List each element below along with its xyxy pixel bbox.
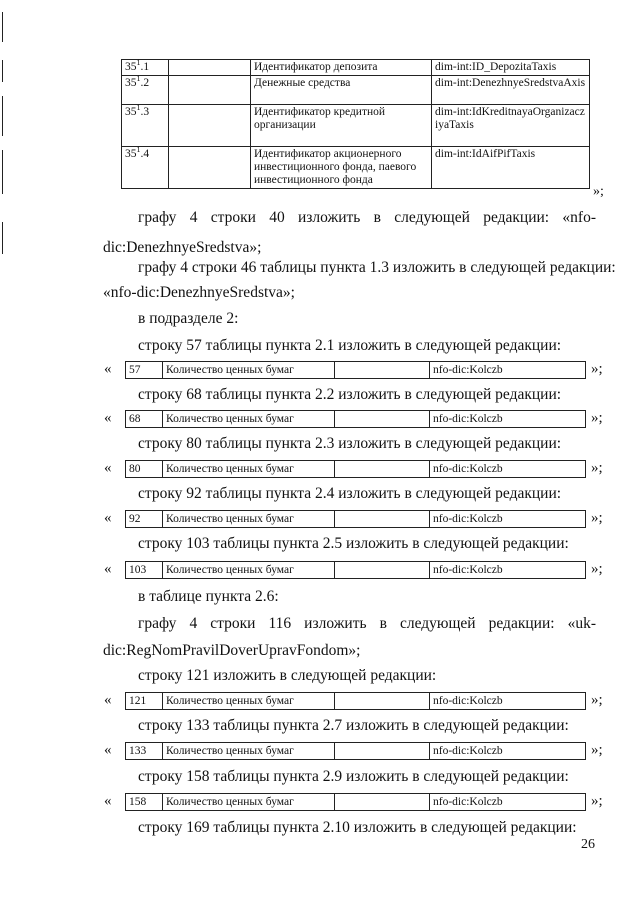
open-quote: « [104, 410, 112, 426]
closing-quote: »; [591, 460, 603, 476]
closing-quote: »; [591, 793, 603, 809]
closing-quote: »; [591, 692, 603, 708]
replacement-row [104, 510, 614, 530]
paragraph-line: строку 68 таблицы пункта 2.2 изложить в следующей редакции: [138, 386, 562, 403]
paragraph-line: строку 169 таблицы пункта 2.10 изложить в следующей редакции: [138, 819, 577, 836]
open-quote: « [104, 561, 112, 577]
row-table [125, 510, 586, 528]
replacement-row [104, 410, 614, 430]
paragraph-line: строку 133 таблицы пункта 2.7 изложить в следующей редакции: [138, 717, 569, 734]
paragraph-line: в подразделе 2: [138, 310, 239, 327]
replacement-row [104, 460, 614, 480]
paragraph-line: dic:RegNomPravilDoverUpravFondom»; [103, 642, 361, 659]
table-row: 133 Количество ценных бумаг nfo-dic:Kolczb [126, 743, 586, 760]
replacement-row [104, 742, 614, 762]
paragraph-line: «nfo-dic:DenezhnyeSredstva»; [103, 284, 295, 301]
table-row: 158 Количество ценных бумаг nfo-dic:Kolczb [126, 794, 586, 811]
row-table [125, 793, 586, 811]
table-row: $35^1.4$ Идентификатор акционерного инвестиционного фонда, паевого инвестиционного фонда dim-int:IdAifPifTaxis [122, 147, 590, 189]
row-table [125, 410, 586, 428]
open-quote: « [104, 510, 112, 526]
paragraph-line: графу 4 строки 116 изложить в следующей редакции: «uk- [138, 615, 596, 632]
replacement-row [104, 361, 614, 381]
closing-quote: »; [591, 510, 603, 526]
table-row: $35^1.2$ Денежные средства dim-int:DenezhnyeSredstvaAxis [122, 76, 590, 105]
paragraph-line: строку 57 таблицы пункта 2.1 изложить в следующей редакции: [138, 337, 562, 354]
margin-scan-line [2, 60, 3, 82]
replacement-row [104, 793, 614, 813]
open-quote: « [104, 742, 112, 758]
closing-quote: »; [591, 742, 603, 758]
margin-scan-line [2, 12, 3, 42]
closing-quote: »; [591, 561, 603, 577]
paragraph-line: строку 158 таблицы пункта 2.9 изложить в следующей редакции: [138, 768, 569, 785]
page-number: 26 [581, 837, 595, 852]
closing-quote: »; [591, 361, 603, 377]
replacement-row [104, 692, 614, 712]
paragraph-line: dic:DenezhnyeSredstva»; [103, 239, 262, 256]
table-row: 103 Количество ценных бумаг nfo-dic:Kolczb [126, 562, 586, 579]
row-table [125, 361, 586, 379]
row-table [125, 460, 586, 478]
top-table [121, 59, 590, 189]
paragraph-line: строку 103 таблицы пункта 2.5 изложить в следующей редакции: [138, 535, 569, 552]
paragraph-line: графу 4 строки 46 таблицы пункта 1.3 изложить в следующей редакции: [138, 259, 616, 276]
paragraph-line: строку 92 таблицы пункта 2.4 изложить в следующей редакции: [138, 485, 562, 502]
open-quote: « [104, 692, 112, 708]
row-table [125, 692, 586, 710]
row-table [125, 742, 586, 760]
table-row: 121 Количество ценных бумаг nfo-dic:Kolczb [126, 693, 586, 710]
open-quote: « [104, 361, 112, 377]
replacement-row [104, 561, 614, 581]
paragraph-line: строку 121 изложить в следующей редакции: [138, 667, 437, 684]
margin-scan-line [2, 222, 3, 254]
open-quote: « [104, 793, 112, 809]
paragraph-line: в таблице пункта 2.6: [138, 588, 279, 605]
closing-quote: »; [593, 184, 604, 199]
closing-quote: »; [591, 410, 603, 426]
paragraph-line: строку 80 таблицы пункта 2.3 изложить в следующей редакции: [138, 435, 562, 452]
open-quote: « [104, 460, 112, 476]
table-row: 80 Количество ценных бумаг nfo-dic:Kolczb [126, 461, 586, 478]
table-row: $35^1.3$ Идентификатор кредитной организации dim-int:IdKreditnayaOrganizacziyaTaxis [122, 105, 590, 147]
table-row: 92 Количество ценных бумаг nfo-dic:Kolczb [126, 511, 586, 528]
row-table [125, 561, 586, 579]
paragraph-line: графу 4 строки 40 изложить в следующей редакции: «nfo- [138, 209, 596, 226]
margin-scan-line [2, 96, 3, 136]
table-row: 68 Количество ценных бумаг nfo-dic:Kolczb [126, 411, 586, 428]
table-row: 57 Количество ценных бумаг nfo-dic:Kolczb [126, 362, 586, 379]
table-row: $35^1.1$ Идентификатор депозита dim-int:ID_DepozitaTaxis [122, 60, 590, 76]
margin-scan-line [2, 150, 3, 194]
